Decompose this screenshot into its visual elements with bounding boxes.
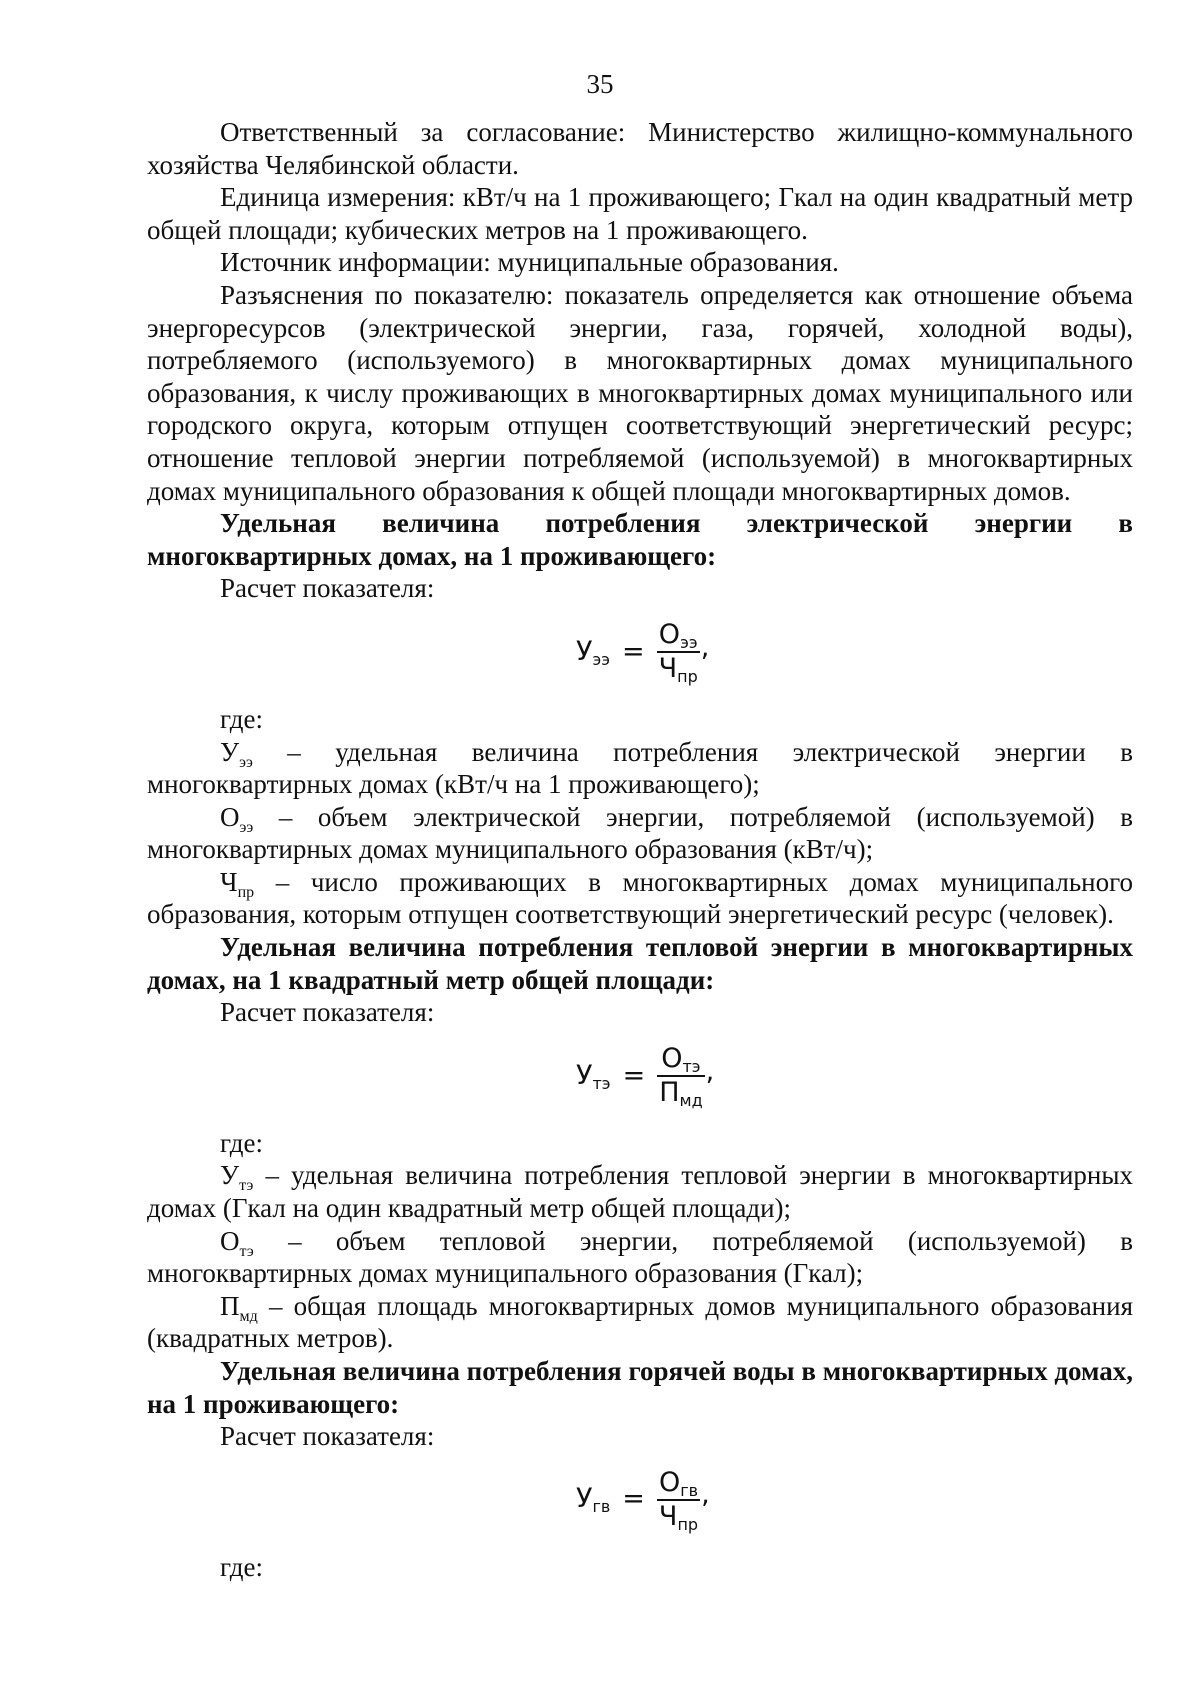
section1-def-o: $О_{ээ}$ – объем электрической энергии, потребляемой (используемой) в многоквартирных домах муниципального образования (кВт/ч); bbox=[147, 801, 1133, 865]
section1-where: где: bbox=[220, 703, 263, 734]
formula-lhs: $У_{ээ}$ bbox=[576, 635, 611, 669]
formula-denominator: $Ч_{пр}$ bbox=[658, 1500, 699, 1534]
formula-denominator: $П_{мд}$ bbox=[659, 1076, 703, 1110]
paragraph-explanation: Разъяснения по показателю: показатель определяется как отношение объема энергоресурсов (электрической энергии, газа, горячей, холодной воды), потребляемого (используемого) в многоквартирных домах муниципального образования, к числу проживающих в многоквартирных домах муниципального или городского округа, которым отпущен соответствующий энергетический ресурс; отношение тепловой энергии потребляемой (используемой) в многоквартирных домах муниципального образования к общей площади многоквартирных домов. bbox=[147, 279, 1133, 506]
section1-heading: Удельная величина потребления электрической энергии в многоквартирных домах, на 1 проживающего: bbox=[147, 508, 1133, 571]
section1-def-ch: $Ч_{пр}$ – число проживающих в многоквартирных домах муниципального образования, которым отпущен соответствующий энергетический ресурс (человек). bbox=[147, 866, 1133, 930]
paragraph-source: Источник информации: муниципальные образования. bbox=[220, 247, 839, 278]
section1-formula bbox=[147, 605, 1133, 703]
formula-lhs: $У_{гв}$ bbox=[576, 1483, 611, 1517]
paragraph-unit: Единица измерения: кВт/ч на 1 проживающего; Гкал на один квадратный метр общей площади; кубических метров на 1 проживающего. bbox=[147, 182, 1133, 245]
page-body bbox=[147, 116, 1133, 1583]
formula-fraction bbox=[657, 1467, 700, 1533]
formula-comma: , bbox=[705, 1055, 715, 1087]
formula-fraction bbox=[657, 1043, 704, 1109]
formula-lhs: $У_{тэ}$ bbox=[576, 1059, 611, 1093]
section2-heading: Удельная величина потребления тепловой энергии в многоквартирных домах, на 1 квадратный метр общей площади: bbox=[147, 932, 1133, 995]
section3-formula bbox=[147, 1453, 1133, 1551]
formula-fraction bbox=[657, 619, 700, 685]
section2-calc-label: Расчет показателя: bbox=[220, 997, 435, 1028]
section1-calc-label: Расчет показателя: bbox=[220, 573, 435, 604]
formula-equals: = bbox=[622, 1483, 645, 1515]
section3-calc-label: Расчет показателя: bbox=[220, 1421, 435, 1452]
paragraph-responsible: Ответственный за согласование: Министерство жилищно-коммунального хозяйства Челябинской области. bbox=[147, 117, 1133, 180]
section2-def-o: $О_{тэ}$ – объем тепловой энергии, потребляемой (используемой) в многоквартирных домах муниципального образования (Гкал); bbox=[147, 1225, 1133, 1289]
formula-denominator: $Ч_{пр}$ bbox=[658, 652, 698, 686]
section3-where: где: bbox=[220, 1551, 263, 1582]
formula-numerator: $О_{тэ}$ bbox=[661, 1042, 701, 1076]
section3-heading: Удельная величина потребления горячей воды в многоквартирных домах, на 1 проживающего: bbox=[147, 1356, 1133, 1419]
section2-def-p: $П_{мд}$ – общая площадь многоквартирных домов муниципального образования (квадратных метров). bbox=[147, 1290, 1133, 1354]
formula-numerator: $О_{гв}$ bbox=[658, 1466, 699, 1500]
section2-formula bbox=[147, 1029, 1133, 1127]
formula-equals: = bbox=[622, 635, 645, 667]
formula-equals: = bbox=[622, 1059, 646, 1091]
section1-def-u: $У_{ээ}$ – удельная величина потребления электрической энергии в многоквартирных домах (кВт/ч на 1 проживающего); bbox=[147, 736, 1133, 800]
section2-def-u: $У_{тэ}$ – удельная величина потребления тепловой энергии в многоквартирных домах (Гкал на один квадратный метр общей площади); bbox=[147, 1160, 1133, 1224]
page-number: 35 bbox=[586, 69, 614, 99]
formula-numerator: $О_{ээ}$ bbox=[658, 618, 698, 652]
formula-comma: , bbox=[701, 1479, 710, 1511]
section2-where: где: bbox=[220, 1127, 263, 1158]
formula-comma: , bbox=[700, 631, 710, 663]
